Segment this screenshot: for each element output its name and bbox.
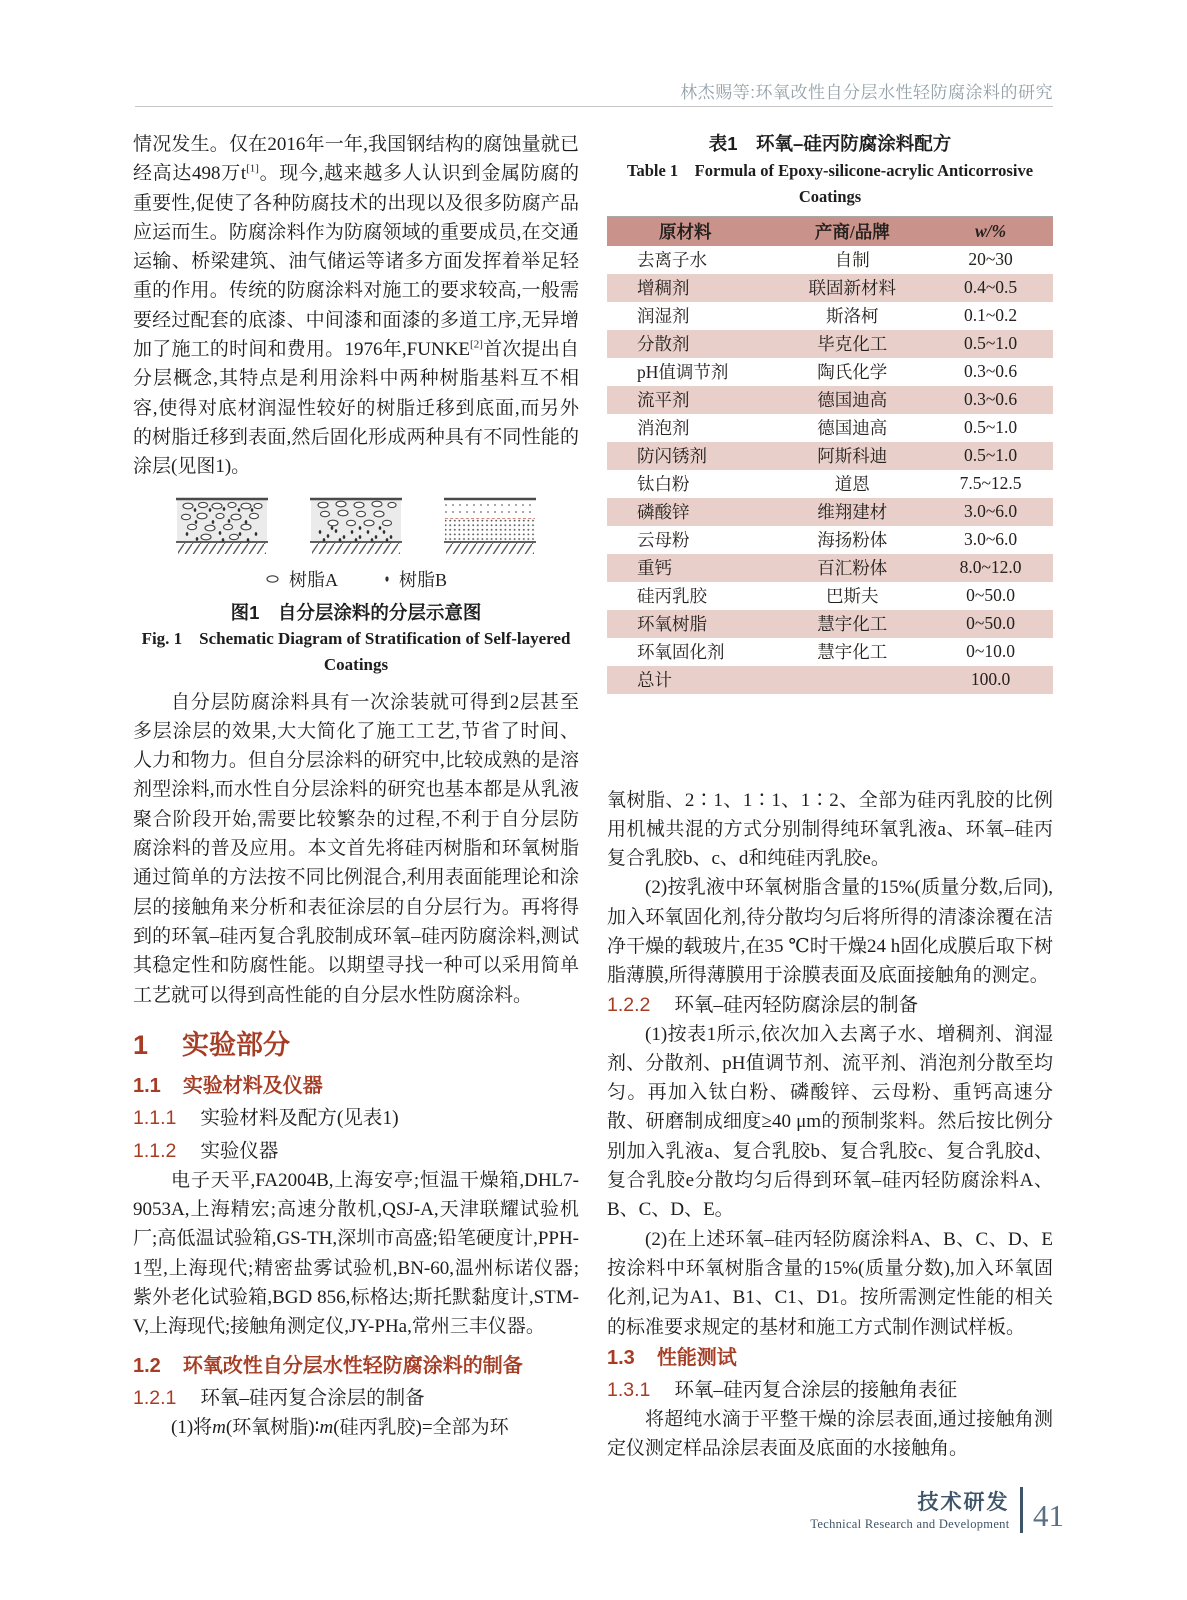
cell-supplier: 自制 xyxy=(834,250,870,270)
cell-material: 钛白粉 xyxy=(637,474,690,494)
cell-percent: 0.5~1.0 xyxy=(963,333,1018,353)
figure-panel-layered xyxy=(444,496,536,558)
legend-item-resin-a xyxy=(265,566,338,592)
table-row xyxy=(607,498,1053,526)
table-row xyxy=(607,330,1053,358)
cell-material: 去离子水 xyxy=(637,250,707,270)
resin-b-dot-icon xyxy=(384,574,390,584)
cell-supplier: 慧宇化工 xyxy=(817,642,888,662)
cell-material: 润湿剂 xyxy=(637,306,690,326)
legend-label: 树脂A xyxy=(288,569,338,590)
cell-supplier: 海扬粉体 xyxy=(817,530,888,550)
section-title: 环氧–硅丙复合涂层的接触角表征 xyxy=(674,1379,958,1401)
cell-supplier: 毕克化工 xyxy=(817,334,888,354)
citation-ref-1: [1] xyxy=(246,162,259,175)
figure-panel-mixed xyxy=(176,496,268,558)
figure-caption-zh: 图1 自分层涂料的分层示意图 xyxy=(230,601,482,623)
col-header-weight-percent: w/% xyxy=(928,217,1053,246)
table-row xyxy=(607,610,1053,638)
section-number: 1.3.1 xyxy=(607,1378,651,1401)
body-paragraph: (2)在上述环氧–硅丙轻防腐涂料A、B、C、D、E按涂料中环氧树脂含量的15%(质量分数),加入环氧固化剂,记为A1、B1、C1、D1。按所需测定性能的相关的标准要求规定的基材和施工方式制作测试样板。 xyxy=(607,1228,1053,1338)
table-row xyxy=(607,358,1053,386)
table-row xyxy=(607,386,1053,414)
section-heading-1-1-1 xyxy=(133,1104,579,1133)
section-heading-1-1 xyxy=(133,1072,579,1100)
footer-divider-bar xyxy=(1020,1487,1024,1533)
table-row xyxy=(607,246,1053,274)
table-1-title-en-line2: Coatings xyxy=(798,187,862,206)
section-title: 性能测试 xyxy=(656,1346,737,1369)
section-title: 实验部分 xyxy=(182,1029,291,1060)
body-paragraph: (2)按乳液中环氧树脂含量的15%(质量分数,后同),加入环氧固化剂,待分散均匀后将所得的清漆涂覆在洁净干燥的载玻片,在35 ℃时干燥24 h固化成膜后取下树脂薄膜,所得薄膜用于涂膜表面及底面接触角的测定。 xyxy=(607,877,1053,987)
table-row xyxy=(607,470,1053,498)
cell-supplier: 百汇粉体 xyxy=(817,558,888,578)
body-paragraph xyxy=(133,1413,579,1442)
cell-percent: 7.5~12.5 xyxy=(959,473,1022,493)
section-heading-1 xyxy=(133,1028,579,1062)
table-row xyxy=(607,274,1053,302)
cell-material: pH值调节剂 xyxy=(637,362,729,382)
section-number: 1 xyxy=(133,1029,149,1060)
section-number: 1.1.1 xyxy=(133,1106,177,1129)
body-paragraph: 电子天平,FA2004B,上海安亭;恒温干燥箱,DHL7-9053A,上海精宏;高速分散机,QSJ-A,天津联耀试验机厂;高低温试验箱,GS-TH,深圳市高盛;铅笔硬度计,PPH-1型,上海现代;精密盐雾试验机,BN-60,温州标诺仪器;紫外老化试验箱,BGD 856,标格达;斯托默黏度计,STM-V,上海现代;接触角测定仪,JY-PHa,常州三丰仪器。 xyxy=(133,1169,579,1338)
cell-material: 增稠剂 xyxy=(637,278,690,298)
formula-table xyxy=(607,216,1053,694)
cell-supplier: 慧宇化工 xyxy=(817,614,888,634)
resin-a-ellipse-icon xyxy=(265,574,280,584)
legend-label: 树脂B xyxy=(398,569,447,590)
section-title: 实验仪器 xyxy=(200,1140,279,1162)
paragraph-text: 情况发生。仅在2016年一年,我国钢结构的腐蚀量就已经高达498万t xyxy=(133,134,579,185)
section-title: 环氧–硅丙复合涂层的制备 xyxy=(200,1387,425,1409)
footer-section-en: Technical Research and Development xyxy=(810,1517,1010,1531)
cell-material: 云母粉 xyxy=(637,530,690,550)
figure-panels xyxy=(133,496,579,558)
section-number: 1.2 xyxy=(133,1354,161,1377)
section-heading-1-3 xyxy=(607,1344,1053,1372)
cell-material: 分散剂 xyxy=(637,334,690,354)
math-variable: m xyxy=(212,1416,226,1438)
cell-material: 重钙 xyxy=(637,558,672,578)
cell-supplier: 阿斯科迪 xyxy=(817,446,888,466)
cell-supplier xyxy=(776,666,928,694)
cell-percent: 0.3~0.6 xyxy=(963,361,1018,381)
table-header-row xyxy=(607,217,1053,246)
cell-material: 硅丙乳胶 xyxy=(637,586,707,606)
cell-material: 环氧固化剂 xyxy=(637,642,725,662)
table-row xyxy=(607,302,1053,330)
paragraph-text: 首次提出自分层概念,其特点是利用涂料中两种树脂基料互不相容,使得对底材润湿性较好的树脂迁移到底面,而另外的树脂迁移到表面,然后固化形成两种具有不同性能的涂层(见图1)。 xyxy=(133,339,579,478)
page-footer xyxy=(810,1487,1064,1533)
section-heading-1-3-1 xyxy=(607,1376,1053,1405)
cell-percent: 0~50.0 xyxy=(966,585,1015,605)
header-rule xyxy=(135,106,1053,107)
section-number: 1.2.2 xyxy=(607,993,651,1016)
figure-panel-separating xyxy=(310,496,402,558)
cell-material: 磷酸锌 xyxy=(637,502,690,522)
body-paragraph: 氧树脂、2∶1、1∶1、1∶2、全部为硅丙乳胶的比例用机械共混的方式分别制得纯环氧乳液a、环氧–硅丙复合乳胶b、c、d和纯硅丙乳胶e。 xyxy=(607,789,1053,870)
cell-material: 环氧树脂 xyxy=(637,614,707,634)
footer-section-label xyxy=(810,1491,1009,1533)
cell-supplier: 联固新材料 xyxy=(808,278,897,298)
cell-percent: 8.0~12.0 xyxy=(959,557,1022,577)
body-paragraph: 将超纯水滴于平整干燥的涂层表面,通过接触角测定仪测定样品涂层表面及底面的水接触角。 xyxy=(607,1408,1053,1460)
cell-percent: 0~10.0 xyxy=(966,641,1015,661)
table-1-title-en-line1: Table 1 Formula of Epoxy-silicone-acrylic Anticorrosive xyxy=(626,161,1034,180)
cell-supplier: 巴斯夫 xyxy=(826,586,879,606)
table-row-total xyxy=(607,666,1053,694)
section-number: 1.2.1 xyxy=(133,1386,177,1409)
section-title: 环氧–硅丙轻防腐涂层的制备 xyxy=(674,994,919,1016)
paragraph-text: (1)将 xyxy=(171,1416,213,1438)
table-1-title-zh: 表1 环氧–硅丙防腐涂料配方 xyxy=(708,133,952,154)
paragraph-text: (环氧树脂)∶ xyxy=(225,1416,320,1438)
cell-percent: 20~30 xyxy=(968,249,1013,269)
figure-caption-en-line1: Fig. 1 Schematic Diagram of Stratification of Self-layered xyxy=(141,628,571,648)
cell-supplier: 陶氏化学 xyxy=(817,362,888,382)
section-title: 实验材料及仪器 xyxy=(182,1074,323,1097)
cell-percent: 100.0 xyxy=(970,669,1011,689)
body-paragraph: 自分层防腐涂料具有一次涂装就可得到2层甚至多层涂层的效果,大大简化了施工工艺,节省了时间、人力和物力。但自分层涂料的研究中,比较成熟的是溶剂型涂料,而水性自分层涂料的研究也基本都是从乳液聚合阶段开始,需要比较繁杂的过程,不利于自分层防腐涂料的普及应用。本文首先将硅丙树脂和环氧树脂通过简单的方法按不同比例混合,利用表面能理论和涂层的接触角来分析和表征涂层的自分层行为。再将得到的环氧–硅丙复合乳胶制成环氧–硅丙防腐涂料,测试其稳定性和防腐性能。以期望寻找一种可以采用简单工艺就可以得到高性能的自分层水性防腐涂料。 xyxy=(133,691,579,1006)
section-title: 实验材料及配方(见表1) xyxy=(200,1107,399,1129)
paragraph-text: (硅丙乳胶)=全部为环 xyxy=(333,1416,509,1438)
table-row xyxy=(607,442,1053,470)
table-row xyxy=(607,526,1053,554)
cell-material: 防闪锈剂 xyxy=(637,446,707,466)
cell-percent: 0.5~1.0 xyxy=(963,445,1018,465)
cell-material: 总计 xyxy=(637,670,672,690)
cell-percent: 0~50.0 xyxy=(966,613,1015,633)
cell-supplier: 德国迪高 xyxy=(817,418,888,438)
section-number: 1.3 xyxy=(607,1346,635,1369)
cell-percent: 0.4~0.5 xyxy=(963,277,1018,297)
cell-supplier: 斯洛柯 xyxy=(826,306,879,326)
cell-material: 流平剂 xyxy=(637,390,690,410)
figure-caption-en-line2: Coatings xyxy=(323,654,389,674)
cell-percent: 0.5~1.0 xyxy=(963,417,1018,437)
table-row xyxy=(607,582,1053,610)
col-header-material: 原材料 xyxy=(607,217,776,246)
cell-percent: 3.0~6.0 xyxy=(963,501,1018,521)
footer-section-zh: 技术研发 xyxy=(917,1491,1010,1514)
section-number: 1.1.2 xyxy=(133,1139,177,1162)
legend-item-resin-b xyxy=(384,566,447,592)
col-header-supplier: 产商/品牌 xyxy=(776,217,928,246)
cell-percent: 0.1~0.2 xyxy=(963,305,1018,325)
cell-supplier: 维翔建材 xyxy=(817,502,888,522)
right-column xyxy=(607,130,1053,1463)
body-paragraph xyxy=(133,130,579,482)
table-row xyxy=(607,414,1053,442)
figure-legend xyxy=(133,566,579,592)
page-number: 41 xyxy=(1033,1498,1064,1533)
section-heading-1-2-1 xyxy=(133,1384,579,1413)
table-row xyxy=(607,638,1053,666)
cell-supplier: 德国迪高 xyxy=(817,390,888,410)
citation-ref-2: [2] xyxy=(470,338,483,351)
section-heading-1-2 xyxy=(133,1352,579,1380)
section-number: 1.1 xyxy=(133,1074,161,1097)
cell-material: 消泡剂 xyxy=(637,418,690,438)
cell-percent: 3.0~6.0 xyxy=(963,529,1018,549)
section-heading-1-2-2 xyxy=(607,991,1053,1020)
table-row xyxy=(607,554,1053,582)
cell-supplier: 道恩 xyxy=(834,474,870,494)
paragraph-text: 。现今,越来越多人认识到金属防腐的重要性,促使了各种防腐技术的出现以及很多防腐产品应运而生。防腐涂料作为防腐领域的重要成员,在交通运输、桥梁建筑、油气储运等诸多方面发挥着举足轻重的作用。传统的防腐涂料对施工的要求较高,一般需要经过配套的底漆、中间漆和面漆的多道工序,无异增加了施工的时间和费用。1976年,FUNKE xyxy=(133,163,579,361)
running-title: 林杰赐等:环氧改性自分层水性轻防腐涂料的研究 xyxy=(680,83,1053,102)
left-column xyxy=(133,130,579,1442)
section-title: 环氧改性自分层水性轻防腐涂料的制备 xyxy=(182,1354,523,1377)
section-heading-1-1-2 xyxy=(133,1137,579,1166)
math-variable: m xyxy=(319,1416,334,1438)
body-paragraph: (1)按表1所示,依次加入去离子水、增稠剂、润湿剂、分散剂、pH值调节剂、流平剂、消泡剂分散至均匀。再加入钛白粉、磷酸锌、云母粉、重钙高速分散、研磨制成细度≥40 μm的预制浆料。然后按比例分别加入乳液a、复合乳胶b、复合乳胶c、复合乳胶d、复合乳胶e分散均匀后得到环氧–硅丙轻防腐涂料A、B、C、D、E。 xyxy=(607,1023,1053,1221)
figure-1 xyxy=(133,496,579,678)
cell-percent: 0.3~0.6 xyxy=(963,389,1018,409)
